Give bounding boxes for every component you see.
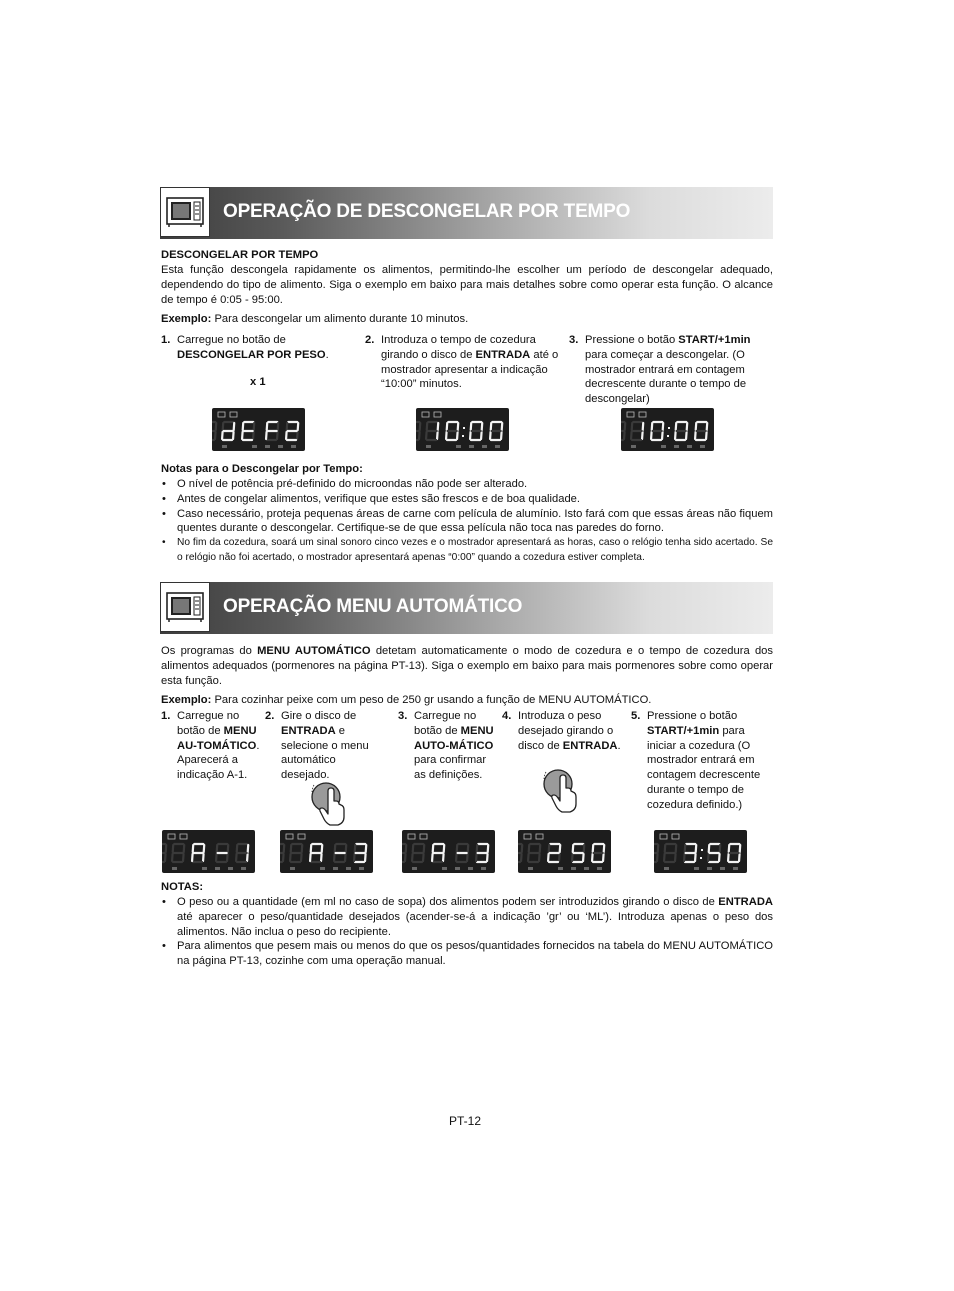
lcd-segment [476,854,477,861]
step-text-pre: Carregue no botão de [177,710,240,737]
lcd-segment [322,845,323,852]
lcd-indicator [661,445,666,448]
lcd-mode-icon [218,412,225,417]
lcd-segment [234,423,235,430]
lcd-segment [193,845,194,852]
lcd-segment [709,845,710,852]
lcd-indicator [482,445,487,448]
lcd-indicator [278,445,283,448]
lcd-display [280,830,373,873]
lcd-segment [468,845,469,852]
lcd-indicator [631,445,636,448]
lcd-segment [215,432,216,439]
lcd-segment [706,432,707,439]
lcd-mode-icon [672,834,679,839]
step-number: 2. [265,710,275,722]
lcd-segment [625,423,626,430]
lcd-segment [287,423,288,430]
lcd-segment [740,845,741,852]
lcd-mode-icon [422,412,429,417]
lcd-segment [233,432,234,439]
lcd-display [654,830,747,873]
lcd-indicator [700,445,705,448]
lcd-segment [482,423,483,430]
lcd-segment [642,432,643,439]
lcd-segment [173,845,174,852]
lcd-segment [583,854,584,861]
lcd-segment [228,845,229,852]
lcd-segment [278,423,279,430]
step-text-pre: Gire o disco de [281,710,357,722]
lcd-segment [302,845,303,852]
step-text-bold: DESCONGELAR POR PESO [177,348,326,361]
lcd-display [416,408,509,451]
lcd-segment [243,423,244,430]
lcd-segment [355,845,356,852]
lcd-segment [657,854,658,861]
note-text-post: até aparecer o peso/quantidade desejados (acender-se-á a indicação ’gr’ ou ‘ML’). Introduza apenas o peso dos alimentos. Não inclua o peso do recipiente. [177,910,773,938]
lcd-indicator [359,867,364,870]
lcd-segment [443,854,444,861]
lcd-segment [236,854,237,861]
step-text-pre: Carregue no botão de [177,334,286,346]
lcd-segment [223,423,224,430]
lcd-segment [216,854,217,861]
lcd-indicator [222,445,227,448]
step-text-pre: Pressione o botão [585,334,679,346]
lcd-segment [266,432,267,439]
lcd-segment [291,845,292,852]
step-number: 5. [631,710,641,722]
lcd-segment [253,432,254,439]
lcd-segment [521,854,522,861]
step-text [177,709,261,783]
lcd-indicator [558,867,563,870]
lcd-segment [424,845,425,852]
lcd-mode-icon [524,834,531,839]
lcd-colon [701,849,703,851]
lcd-segment [490,432,491,439]
lcd-segment [405,854,406,861]
lcd-segment [184,845,185,852]
lcd-segment [481,432,482,439]
lcd-segment [467,854,468,861]
lcd-segment [310,854,311,861]
step-number: 1. [161,334,171,346]
lcd-segment [406,845,407,852]
list-item: • Antes de congelar alimentos, verifique que estes são frescos e de boa qualidade. [162,492,581,505]
lcd-segment [172,854,173,861]
lcd-segment [426,432,427,439]
note-text: Antes de congelar alimentos, verifique que estes são frescos e de boa qualidade. [177,492,581,505]
step-text-pre: Pressione o botão [647,710,738,722]
lcd-segment [321,854,322,861]
lcd-segment [457,845,458,852]
lcd-segment [286,432,287,439]
note-text: Caso necessário, proteja pequenas áreas de carne com película de alumínio. Isto fará com que essas áreas não fiquem quentes durante o descongelar. Certifique-se de que essa película não toca nas paredes do forno. [177,507,773,535]
lcd-segment [632,423,633,430]
lcd-indicator [597,867,602,870]
lcd-indicator [674,445,679,448]
section-title: OPERAÇÃO DE DESCONGELAR POR TEMPO [223,201,631,222]
section-banner-defrost-time [160,187,773,239]
intro-post: detetam automaticamente o modo de cozedura e o tempo de cozedura dos alimentos adequados (pormenores na página PT-13). Siga o exemplo em baixo para mais pormenores sobre como operar esta função. [161,645,773,687]
lcd-segment [651,432,652,439]
lcd-indicator [481,867,486,870]
lcd-segment [192,854,193,861]
lcd-segment [592,854,593,861]
lcd-indicator [241,867,246,870]
microwave-icon [160,187,210,237]
lcd-segment [675,432,676,439]
lcd-segment [216,423,217,430]
lcd-segment [658,845,659,852]
step-text [585,333,773,407]
step-text-post: . Aparecerá a indicação A-1. [177,739,260,782]
lcd-indicator [412,867,417,870]
lcd-indicator [456,445,461,448]
lcd-segment [457,432,458,439]
lcd-segment [491,423,492,430]
step-number: 3. [398,710,408,722]
lcd-segment [334,854,335,861]
step-text-bold: MENU AU-TOMÁTICO [177,724,257,752]
lcd-segment [695,854,696,861]
lcd-display [518,830,611,873]
step-text-post: até o mostrador apresentar a indicação “10:00” minutos. [381,348,559,391]
lcd-segment [708,854,709,861]
lcd-segment [222,432,223,439]
step-text-post: para confirmar as definições. [414,754,487,782]
lcd-display [212,408,305,451]
lcd-segment [662,432,663,439]
step-text [281,709,385,783]
lcd-indicator [442,867,447,870]
lcd-segment [549,845,550,852]
step-number: 1. [161,710,171,722]
step-text [518,709,624,753]
lcd-segment [664,854,665,861]
intro-paragraph: Esta função descongela rapidamente os alimentos, permitindo-lhe escolher um período de descongelar adequado, dependendo do tipo de alimento. Siga o exemplo em baixo para mais detalhes sobre como operar esta função. O alcance de tempo é 0:05 - 95:00. [161,264,773,306]
lcd-indicator [455,867,460,870]
step-text-bold: START/+1min [647,724,720,737]
notes-heading: Notas para o Descongelar por Tempo: [161,463,363,475]
note-text-pre: O peso ou a quantidade (em ml no caso de sopa) dos alimentos podem ser introduzidos girando o disco de [177,896,719,908]
step-number: 4. [502,710,512,722]
lcd-segment [432,854,433,861]
lcd-segment [298,423,299,430]
subheading: DESCONGELAR POR TEMPO [161,249,319,261]
lcd-segment [684,854,685,861]
list-item: • O nível de potência pré-definido do microondas não pode ser alterado. [162,478,528,490]
lcd-indicator [687,445,692,448]
list-item: • O peso ou a quantidade (em ml no caso de sopa) dos alimentos podem ser introduzidos girando o disco de ENTRADA até aparecer o peso/quantidade desejados (acender-se-á a indicação ’gr’ ou ‘ML’). Introduza apenas o peso dos alimentos. Não inclua o peso do recipiente. [162,896,773,938]
lcd-segment [719,854,720,861]
lcd-segment [665,845,666,852]
lcd-segment [366,845,367,852]
lcd-mode-icon [639,412,646,417]
lcd-segment [456,854,457,861]
lcd-colon [667,435,669,437]
lcd-indicator [469,445,474,448]
list-item: • Caso necessário, proteja pequenas áreas de carne com película de alumínio. Isto fará com que essas áreas não fiquem quentes durante o descongelar. Certifique-se de que essa película não toca nas paredes do forno. [162,507,773,535]
lcd-segment [447,423,448,430]
lcd-indicator [720,867,725,870]
lcd-segment [739,854,740,861]
lcd-display [402,830,495,873]
lcd-segment [528,854,529,861]
notes-heading: NOTAS: [161,881,204,893]
lcd-segment [539,854,540,861]
lcd-segment [675,854,676,861]
step-text-post: . [617,739,621,752]
example-line [161,312,773,327]
lcd-segment [695,432,696,439]
step-text-post: . [325,348,329,361]
step-text-pre: Introduza o peso desejado girando o disco de [518,710,614,752]
lcd-indicator [333,867,338,870]
lcd-segment [204,845,205,852]
lcd-segment [311,845,312,852]
section-title: OPERAÇÃO MENU AUTOMÁTICO [223,596,523,617]
lcd-segment [643,423,644,430]
lcd-segment [685,845,686,852]
lcd-colon [463,427,465,429]
lcd-mode-icon [660,834,667,839]
lcd-indicator [707,867,712,870]
step-text-pre: Introduza o tempo de cozedura girando o disco de [381,334,536,361]
auto-notes-list [161,895,773,969]
page-number: PT-12 [449,1114,482,1128]
example-label: Exemplo: [161,694,212,706]
lcd-indicator [172,867,177,870]
lcd-segment [676,423,677,430]
lcd-segment [165,854,166,861]
lcd-indicator [584,867,589,870]
lcd-mode-icon [627,412,634,417]
lcd-segment [254,423,255,430]
note-text: O nível de potência pré-definido do microondas não pode ser alterado. [177,478,528,490]
step-text-bold: ENTRADA [475,348,531,361]
lcd-colon [668,427,670,429]
lcd-indicator [202,867,207,870]
lcd-segment [720,845,721,852]
step-text [414,709,498,783]
lcd-indicator [426,445,431,448]
lcd-segment [548,854,549,861]
section-banner-auto-menu [160,582,773,634]
lcd-indicator [320,867,325,870]
lcd-mode-icon [286,834,293,839]
lcd-indicator [290,867,295,870]
lcd-segment [728,854,729,861]
lcd-segment [686,432,687,439]
lcd-mode-icon [536,834,543,839]
lcd-segment [584,845,585,852]
lcd-segment [166,845,167,852]
lcd-segment [663,423,664,430]
lcd-segment [446,432,447,439]
step-text [177,333,357,363]
step-text-bold: ENTRADA [562,739,618,752]
lcd-segment [438,423,439,430]
lcd-segment [624,432,625,439]
lcd-segment [471,423,472,430]
lcd-segment [346,845,347,852]
lcd-mode-icon [180,834,187,839]
lcd-segment [529,845,530,852]
example-text: Para cozinhar peixe com um peso de 250 gr usando a função de MENU AUTOMÁTICO. [211,694,652,706]
lcd-segment [242,432,243,439]
lcd-indicator [571,867,576,870]
lcd-display [162,830,255,873]
lcd-segment [284,845,285,852]
lcd-indicator [495,445,500,448]
lcd-mode-icon [408,834,415,839]
step-text [647,709,769,813]
lcd-indicator [694,867,699,870]
lcd-segment [652,423,653,430]
press-count: x 1 [250,376,266,388]
lcd-mode-icon [298,834,305,839]
lcd-indicator [215,867,220,870]
lcd-indicator [664,867,669,870]
step-text-post: e selecione o menu automático desejado. [281,724,369,782]
lcd-segment [676,845,677,852]
lcd-segment [412,854,413,861]
lcd-display [621,408,714,451]
list-item: • Para alimentos que pesem mais ou menos do que os pesos/quantidades fornecidos na tabela do MENU AUTOMÁTICO na página PT-13, cozinhe com uma operação manual. [162,940,773,968]
microwave-icon [160,582,210,632]
lcd-indicator [291,445,296,448]
lcd-segment [297,432,298,439]
lcd-segment [283,854,284,861]
lcd-segment [729,845,730,852]
step-text-bold: START/+1min [678,334,751,346]
lcd-indicator [228,867,233,870]
lcd-segment [458,423,459,430]
defrost-notes-list [161,477,773,565]
lcd-segment [477,845,478,852]
intro-bold: MENU AUTOMÁTICO [257,645,371,657]
lcd-segment [203,854,204,861]
lcd-segment [573,845,574,852]
lcd-segment [183,854,184,861]
lcd-indicator [733,867,738,870]
lcd-indicator [468,867,473,870]
note-text: No fim da cozedura, soará um sinal sonoro cinco vezes e o mostrador apresentará as horas, caso o relógio tenha sido acertado. Se o relógio não foi acertado, o mostrador apresentará apenas “0:00” quando a cozedura estiver completa. [177,537,773,563]
lcd-segment [487,854,488,861]
lcd-colon [700,857,702,859]
example-label: Exemplo: [161,313,212,325]
lcd-segment [335,845,336,852]
dial-turn-icon [308,779,348,834]
example-text: Para descongelar um alimento durante 10 minutos. [211,313,469,325]
lcd-segment [420,423,421,430]
lcd-segment [501,432,502,439]
intro-pre: Os programas do [161,645,258,657]
step-text-pre: Carregue no botão de [414,710,477,737]
lcd-indicator [528,867,533,870]
lcd-segment [277,432,278,439]
lcd-segment [248,845,249,852]
dial-turn-icon [540,766,580,821]
lcd-mode-icon [434,412,441,417]
lcd-mode-icon [420,834,427,839]
note-text-pre: Para alimentos que pesem mais ou menos do que os pesos/quantidades fornecidos na tabela do MENU AUTOMÁTICO na página PT-13, cozinhe com uma operação manual. [177,940,773,968]
lcd-segment [419,432,420,439]
lcd-segment [247,854,248,861]
lcd-segment [354,854,355,861]
lcd-segment [290,854,291,861]
lcd-segment [572,854,573,861]
lcd-segment [423,854,424,861]
step-text-bold: MENU AUTO-MÁTICO [414,724,494,752]
lcd-segment [345,854,346,861]
lcd-segment [540,845,541,852]
step-number: 2. [365,334,375,346]
lcd-segment [470,432,471,439]
lcd-segment [301,854,302,861]
note-text-bold: ENTRADA [718,896,773,908]
lcd-colon [462,435,464,437]
lcd-segment [687,423,688,430]
lcd-segment [696,423,697,430]
lcd-segment [217,845,218,852]
lcd-segment [696,845,697,852]
lcd-segment [631,432,632,439]
lcd-segment [227,854,228,861]
lcd-segment [433,845,434,852]
lcd-indicator [346,867,351,870]
step-text [381,333,559,392]
step-number: 3. [569,334,579,346]
lcd-mode-icon [230,412,237,417]
lcd-segment [365,854,366,861]
step-text-post: para iniciar a cozedura (O mostrador entrará em contagem decrescente durante o tempo de cozedura definido.) [647,724,761,811]
lcd-segment [603,854,604,861]
lcd-indicator [252,445,257,448]
lcd-segment [267,423,268,430]
lcd-segment [427,423,428,430]
lcd-segment [522,845,523,852]
example-line [161,693,773,708]
step-text-post: para começar a descongelar. (O mostrador entrará em contagem decrescente durante o tempo de descongelar) [585,348,747,406]
lcd-segment [413,845,414,852]
list-item: • No fim da cozedura, soará um sinal sonoro cinco vezes e o mostrador apresentará as horas, caso o relógio tenha sido acertado. Se o relógio não foi acertado, o mostrador apresentará apenas “0:00” quando a cozedura estiver completa. [162,537,773,563]
lcd-segment [560,845,561,852]
intro-paragraph [161,644,773,688]
lcd-segment [593,845,594,852]
lcd-segment [707,423,708,430]
lcd-segment [237,845,238,852]
step-text-bold: ENTRADA [281,724,336,737]
lcd-segment [444,845,445,852]
lcd-segment [604,845,605,852]
lcd-segment [488,845,489,852]
lcd-mode-icon [168,834,175,839]
lcd-indicator [265,445,270,448]
lcd-segment [437,432,438,439]
lcd-segment [502,423,503,430]
lcd-segment [559,854,560,861]
